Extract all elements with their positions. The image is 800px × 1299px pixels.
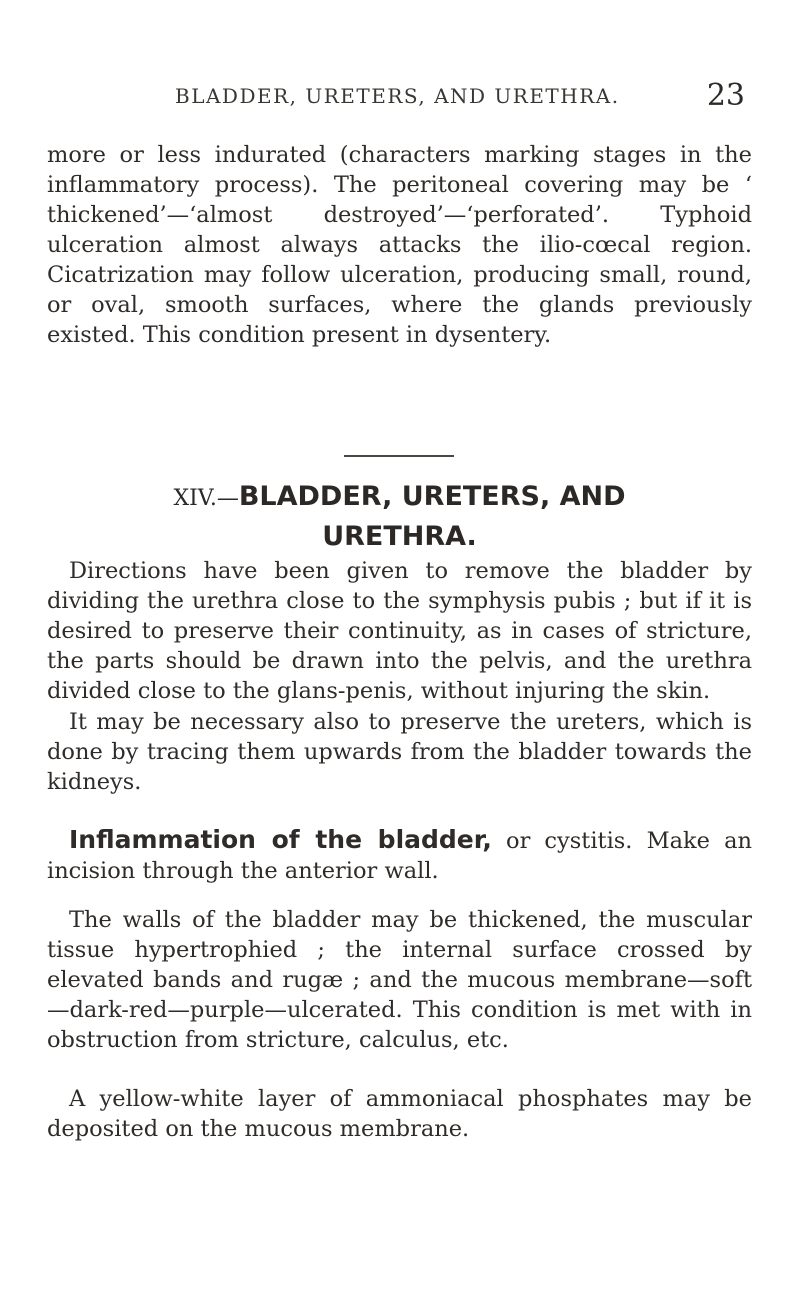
inflammation-heading: Inflammation of the bladder, [69,825,492,854]
page-number: 23 [706,78,745,113]
inflammation-text: or cystitis. Make an incision through the anterior wall. [47,828,752,884]
section-heading [47,478,752,556]
paragraph-directions: Directions have been given to remove the bladder by dividing the urethra close to the symphysis pubis ; but if it is desired to preserve their continuity, as in cases of stricture, the parts should be drawn into the pelvis, and the urethra divided close to the glans-penis, without injuring the skin. [47,558,752,704]
paragraph-phosphates: A yellow-white layer of ammoniacal phosphates may be deposited on the mucous membrane. [47,1086,752,1142]
paragraph-walls: The walls of the bladder may be thickened, the muscular tissue hypertrophied ; the internal surface crossed by elevated bands and rugæ ; and the mucous membrane—soft—dark-red—purple—ulcerated. This condition is met with in obstruction from stricture, calculus, etc. [47,907,752,1053]
section-number: XIV.— [173,486,239,511]
paragraph-inflammation [47,825,752,886]
section-divider [344,455,454,457]
page-header [45,78,745,118]
paragraph-continuation: more or less indurated (characters marking stages in the inflammatory process). The peritoneal covering may be ‘ thickened’—‘almost destroyed’—‘perforated’. Typhoid ulceration almost always attacks the ilio-cœcal region. Cicatrization may follow ulceration, producing small, round, or oval, smooth surfaces, where the glands previously existed. This condition present in dysentery. [47,142,752,348]
running-head: BLADDER, URETERS, AND URETHRA. [175,84,620,108]
section-title-line1: BLADDER, URETERS, AND [238,481,626,512]
section-title-line2: URETHRA. [322,521,477,552]
paragraph-ureters: It may be necessary also to preserve the ureters, which is done by tracing them upwards from the bladder towards the kidneys. [47,709,752,795]
